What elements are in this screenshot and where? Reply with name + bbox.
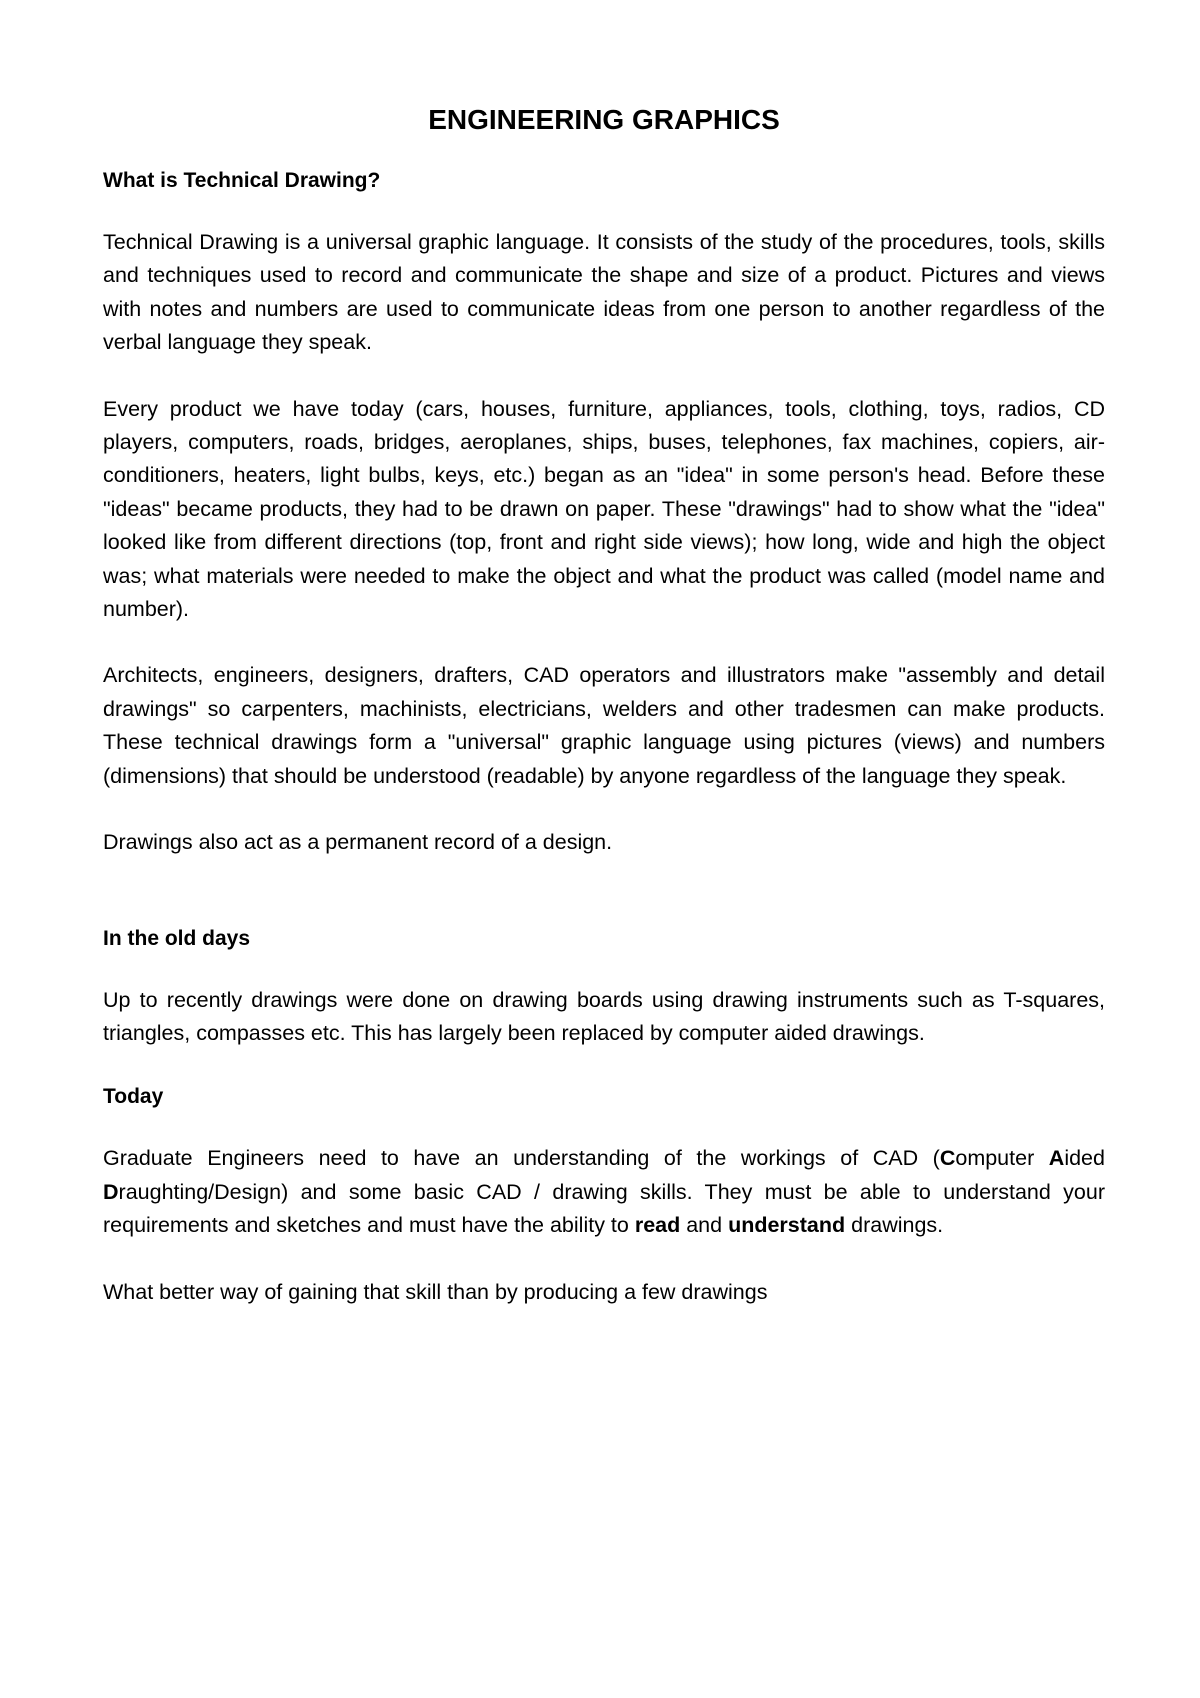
heading-what-is-technical-drawing: What is Technical Drawing?	[103, 169, 381, 192]
heading-in-the-old-days: In the old days	[103, 926, 251, 950]
heading-today: Today	[103, 1085, 164, 1109]
text-run: raughting/Design) and some basic CAD / drawing skills. They must be able to understand your requirements and sketches and must have the ability to	[103, 1179, 1105, 1238]
paragraph-old-days: Up to recently drawings were done on drawing boards using drawing instruments such as T-squares, triangles, compasses etc. This has largely been replaced by computer aided drawings.	[103, 987, 1105, 1045]
text-run: and	[680, 1213, 729, 1238]
text-run: ided	[1064, 1146, 1105, 1171]
page-title: ENGINEERING GRAPHICS	[428, 104, 780, 135]
paragraph-intro-1: Technical Drawing is a universal graphic language. It consists of the study of the procedures, tools, skills and techniques used to record and communicate the shape and size of a product. Pictures and views with notes and numbers are used to communicate ideas from one person to another regardless of the verbal language they speak.	[103, 230, 1105, 355]
bold-word-understand: understand	[728, 1213, 846, 1238]
text-run: drawings.	[845, 1213, 944, 1238]
document-page	[103, 100, 1105, 1309]
bold-letter-a: A	[1048, 1146, 1065, 1171]
bold-letter-d: D	[103, 1179, 119, 1204]
paragraph-intro-2: Every product we have today (cars, houses, furniture, appliances, tools, clothing, toys, radios, CD players, computers, roads, bridges, aeroplanes, ships, buses, telephones, fax machines, copiers, air-conditioners, heaters, light bulbs, keys, etc.) began as an "idea" in some person's head. Before these "ideas" became products, they had to be drawn on paper. These "drawings" had to show what the "idea" looked like from different directions (top, front and right side views); how long, wide and high the object was; what materials were needed to make the object and what the product was called (model name and number).	[103, 396, 1105, 622]
paragraph-intro-3: Architects, engineers, designers, drafters, CAD operators and illustrators make "assembly and detail drawings" so carpenters, machinists, electricians, welders and other tradesmen can make products. These technical drawings form a "universal" graphic language using pictures (views) and numbers (dimensions) that should be understood (readable) by anyone regardless of the language they speak.	[103, 663, 1105, 788]
text-run: omputer	[955, 1146, 1049, 1171]
paragraph-today-2: What better way of gaining that skill than by producing a few drawings	[103, 1279, 768, 1304]
paragraph-intro-4: Drawings also act as a permanent record of a design.	[103, 830, 613, 855]
bold-letter-c: C	[939, 1146, 956, 1171]
text-run: Graduate Engineers need to have an understanding of the workings of CAD (	[103, 1146, 940, 1171]
bold-word-read: read	[634, 1213, 681, 1238]
paragraph-today-1	[103, 1142, 1105, 1242]
